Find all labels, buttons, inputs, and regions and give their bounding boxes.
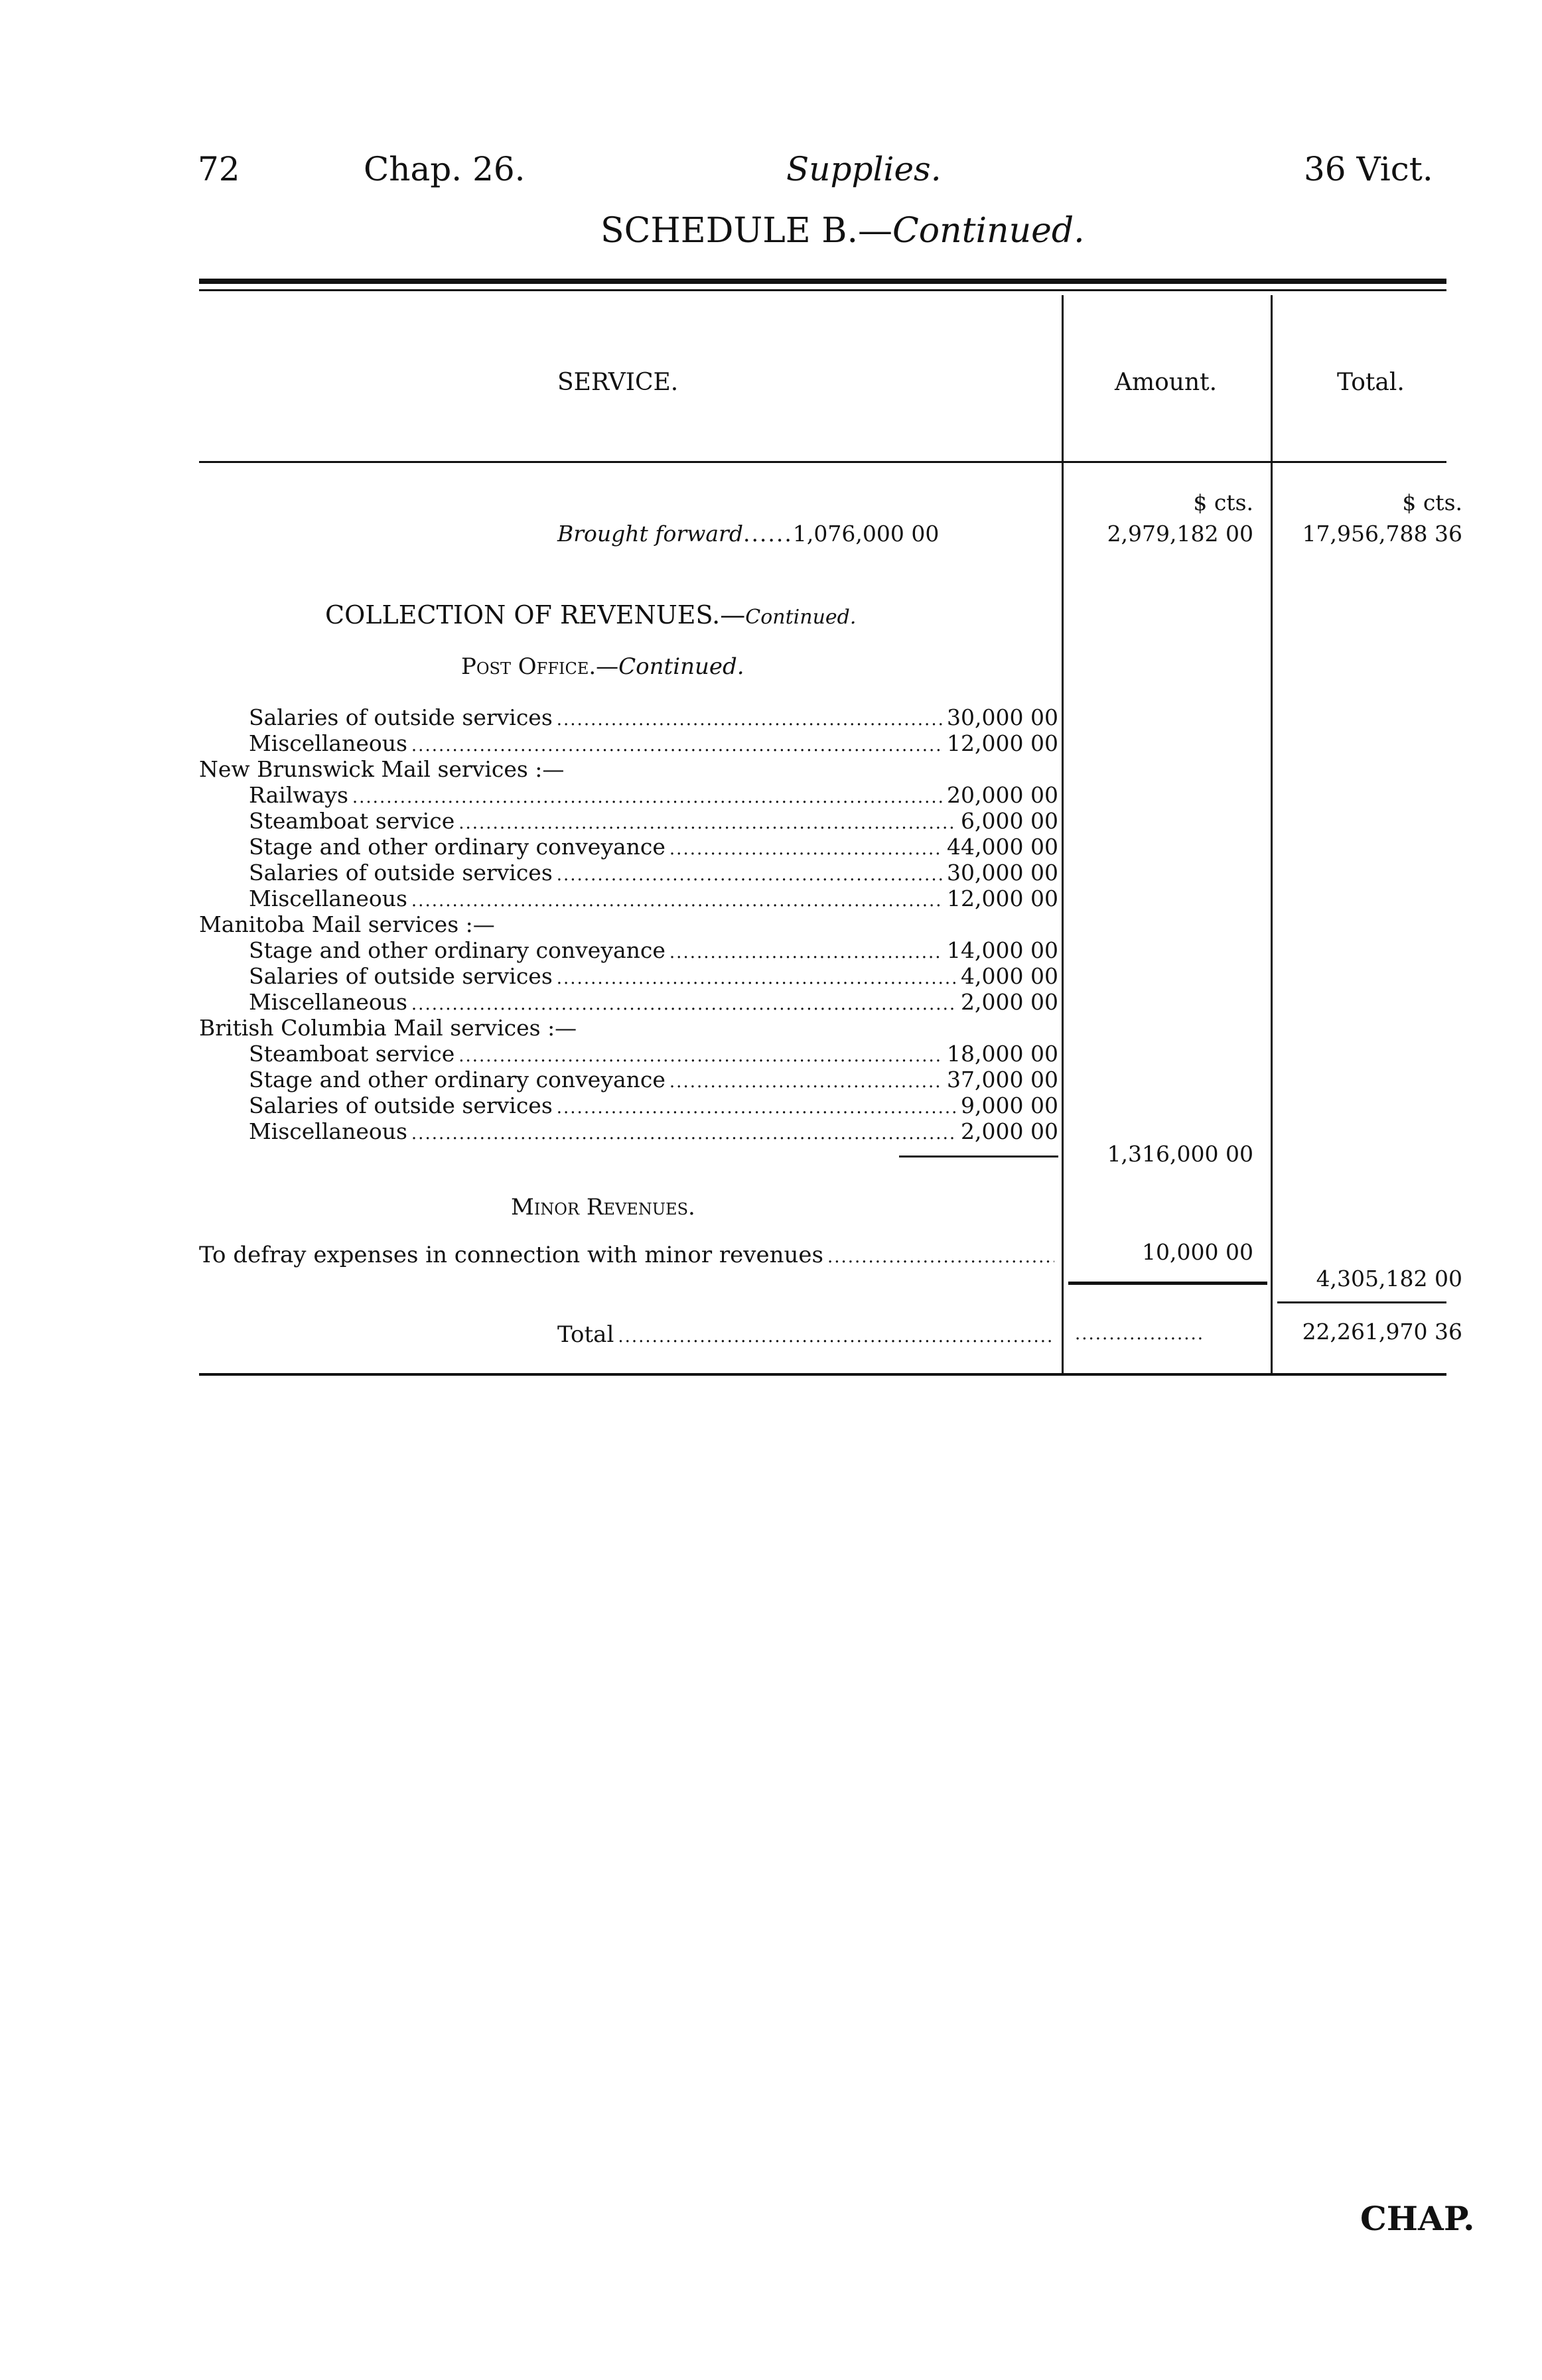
item-label: Miscellaneous xyxy=(249,730,407,756)
item-value: 30,000 00 xyxy=(947,704,1058,730)
dot-leader xyxy=(411,1120,957,1147)
total-rule xyxy=(1277,1301,1446,1303)
list-item xyxy=(199,704,1058,731)
item-value: 6,000 00 xyxy=(961,808,1058,834)
item-label: Stage and other ordinary conveyance xyxy=(249,937,666,963)
list-item xyxy=(199,730,1058,757)
section-heading-text: COLLECTION OF REVENUES.— xyxy=(325,600,746,629)
item-label: British Columbia Mail services :— xyxy=(199,1015,577,1041)
minor-revenues-amount: 10,000 00 xyxy=(1142,1239,1253,1265)
list-item-heading xyxy=(199,1015,1058,1041)
list-item xyxy=(199,834,1058,860)
item-value: 2,000 00 xyxy=(961,989,1058,1015)
dot-leader xyxy=(557,862,943,888)
column-divider-right xyxy=(1271,295,1273,1373)
dot-leader xyxy=(669,1069,943,1095)
dot-leader xyxy=(411,732,943,759)
dot-leader xyxy=(827,1244,1054,1270)
item-label: Salaries of outside services xyxy=(249,963,553,989)
item-value: 12,000 00 xyxy=(947,730,1058,756)
column-header-total: Total. xyxy=(1337,369,1405,396)
sub-heading xyxy=(461,653,744,680)
item-label: Salaries of outside services xyxy=(249,704,553,730)
dot-leader xyxy=(618,1323,1054,1350)
sub-heading-continued: Continued. xyxy=(618,653,744,680)
collection-total: 4,305,182 00 xyxy=(1316,1266,1462,1291)
list-item xyxy=(199,989,1058,1016)
dot-leader xyxy=(411,991,957,1018)
subtotal-rule xyxy=(899,1156,1058,1157)
brought-forward-leader: ...... xyxy=(742,521,793,547)
item-value: 12,000 00 xyxy=(947,886,1058,911)
item-value: 4,000 00 xyxy=(961,963,1058,989)
subject-title: Supplies. xyxy=(786,150,942,188)
top-rule-thick xyxy=(199,279,1446,284)
schedule-title xyxy=(600,211,1085,251)
brought-forward-amount: 2,979,182 00 xyxy=(1107,521,1253,547)
item-value: 9,000 00 xyxy=(961,1092,1058,1118)
section-heading xyxy=(325,600,856,629)
list-item xyxy=(199,1118,1058,1145)
schedule-title-text: SCHEDULE B.— xyxy=(600,211,892,251)
grand-total-row xyxy=(557,1321,1058,1348)
dot-leader xyxy=(557,706,943,733)
dot-leader xyxy=(669,939,943,966)
item-label: Miscellaneous xyxy=(249,989,407,1015)
total-units: $ cts. xyxy=(1402,490,1462,515)
item-label: Stage and other ordinary conveyance xyxy=(249,1067,666,1092)
page-number: 72 xyxy=(198,150,240,188)
amount-empty-leader: ................... xyxy=(1075,1324,1205,1344)
item-label: New Brunswick Mail services :— xyxy=(199,756,565,782)
list-item xyxy=(199,963,1058,990)
dot-leader xyxy=(557,965,957,992)
list-item-heading xyxy=(199,756,1058,783)
regnal-year: 36 Vict. xyxy=(1304,150,1433,188)
item-label: Salaries of outside services xyxy=(249,860,553,886)
chapter-label: Chap. 26. xyxy=(364,150,526,188)
sub-heading-text: Post Office.— xyxy=(461,653,619,680)
list-item xyxy=(199,808,1058,834)
dot-leader xyxy=(669,836,943,862)
item-value: 14,000 00 xyxy=(947,937,1058,963)
item-value: 37,000 00 xyxy=(947,1067,1058,1092)
dot-leader xyxy=(458,1043,943,1069)
minor-revenues-heading: Minor Revenues. xyxy=(511,1194,695,1221)
dot-leader xyxy=(352,784,943,811)
brought-forward-subvalue: 1,076,000 00 xyxy=(792,521,940,547)
list-item xyxy=(199,886,1058,912)
dot-leader xyxy=(411,888,943,914)
item-label: Stage and other ordinary conveyance xyxy=(249,834,666,860)
column-header-service: SERVICE. xyxy=(557,369,679,396)
list-item xyxy=(199,937,1058,964)
header-rule xyxy=(199,461,1446,463)
item-label: Miscellaneous xyxy=(249,886,407,911)
column-divider-left xyxy=(1062,295,1064,1373)
item-label: Steamboat service xyxy=(249,808,455,834)
item-value: 30,000 00 xyxy=(947,860,1058,886)
grand-total-value: 22,261,970 36 xyxy=(1302,1319,1462,1345)
section-heading-continued: Continued. xyxy=(745,606,857,629)
amount-total-rule xyxy=(1068,1282,1267,1285)
item-label: Manitoba Mail services :— xyxy=(199,911,495,937)
item-value: 20,000 00 xyxy=(947,782,1058,808)
bottom-rule xyxy=(199,1373,1446,1376)
dot-leader xyxy=(458,810,957,836)
catchword: CHAP. xyxy=(1360,2199,1475,2238)
item-label: Steamboat service xyxy=(249,1041,455,1067)
brought-forward-row xyxy=(557,521,939,547)
dot-leader xyxy=(557,1094,957,1121)
item-label: Salaries of outside services xyxy=(249,1092,553,1118)
list-item xyxy=(199,1067,1058,1093)
brought-forward-label: Brought forward xyxy=(557,521,743,547)
grand-total-label: Total xyxy=(557,1321,614,1348)
brought-forward-total: 17,956,788 36 xyxy=(1302,521,1462,547)
list-item xyxy=(199,860,1058,886)
minor-revenues-row xyxy=(199,1242,1058,1268)
top-rule-thin xyxy=(199,289,1446,291)
item-value: 44,000 00 xyxy=(947,834,1058,860)
list-item-heading xyxy=(199,911,1058,938)
schedule-continued: Continued. xyxy=(892,211,1085,251)
item-label: Railways xyxy=(249,782,348,808)
amount-units: $ cts. xyxy=(1193,490,1253,515)
post-office-amount: 1,316,000 00 xyxy=(1107,1141,1253,1167)
minor-revenues-label: To defray expenses in connection with minor revenues xyxy=(199,1242,823,1268)
column-header-amount: Amount. xyxy=(1115,369,1218,396)
item-value: 18,000 00 xyxy=(947,1041,1058,1067)
list-item xyxy=(199,1041,1058,1067)
list-item xyxy=(199,1092,1058,1119)
item-value: 2,000 00 xyxy=(961,1118,1058,1144)
list-item xyxy=(199,782,1058,809)
item-label: Miscellaneous xyxy=(249,1118,407,1144)
